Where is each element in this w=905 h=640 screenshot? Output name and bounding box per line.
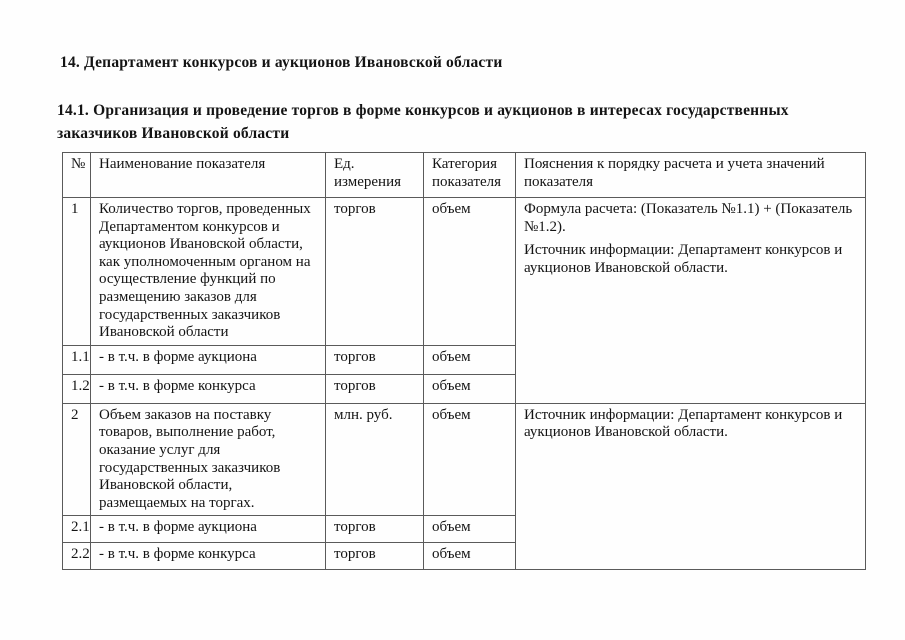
cell-unit: млн. руб.	[326, 403, 424, 516]
cell-category: объем	[424, 345, 516, 374]
cell-number: 1.1	[63, 345, 91, 374]
cell-number: 1.2	[63, 374, 91, 403]
cell-category: объем	[424, 198, 516, 346]
header-cell-category: Категория показателя	[424, 153, 516, 198]
header-cell-notes: Пояснения к порядку расчета и учета значений показателя	[516, 153, 866, 198]
cell-indicator-name: Количество торгов, проведенных Департаментом конкурсов и аукционов Ивановской области, как уполномоченным органом на осуществление функций по размещению заказов для государственных заказчиков Ивановской области	[91, 198, 326, 346]
cell-unit: торгов	[326, 345, 424, 374]
cell-number: 1	[63, 198, 91, 346]
table-row-2	[63, 403, 866, 516]
cell-unit: торгов	[326, 516, 424, 543]
cell-number: 2.1	[63, 516, 91, 543]
cell-unit: торгов	[326, 198, 424, 346]
header-cell-number: №	[63, 153, 91, 198]
table-row-1	[63, 198, 866, 346]
cell-category: объем	[424, 543, 516, 570]
cell-indicator-name: - в т.ч. в форме конкурса	[91, 543, 326, 570]
section-title: 14. Департамент конкурсов и аукционов Ивановской области	[60, 54, 503, 71]
cell-indicator-name: - в т.ч. в форме аукциона	[91, 345, 326, 374]
note-formula-text: Формула расчета: (Показатель №1.1) + (Показатель №1.2).	[524, 201, 853, 235]
note-source-text: Источник информации: Департамент конкурсов и аукционов Ивановской области.	[524, 406, 843, 441]
cell-category: объем	[424, 374, 516, 403]
indicators-table	[62, 152, 866, 570]
header-cell-indicator-name: Наименование показателя	[91, 153, 326, 198]
cell-indicator-name: - в т.ч. в форме аукциона	[91, 516, 326, 543]
cell-number: 2	[63, 403, 91, 516]
cell-unit: торгов	[326, 543, 424, 570]
cell-notes	[516, 198, 866, 404]
subsection-title: 14.1. Организация и проведение торгов в форме конкурсов и аукционов в интересах государственных заказчиков Ивановской области	[57, 102, 789, 142]
cell-notes	[516, 403, 866, 570]
cell-category: объем	[424, 403, 516, 516]
cell-unit: торгов	[326, 374, 424, 403]
cell-number: 2.2	[63, 543, 91, 570]
header-cell-unit: Ед. измерения	[326, 153, 424, 198]
cell-category: объем	[424, 516, 516, 543]
cell-indicator-name: Объем заказов на поставку товаров, выполнение работ, оказание услуг для государственных заказчиков Ивановской области, размещаемых на торгах.	[91, 403, 326, 516]
note-source-text: Источник информации: Департамент конкурсов и аукционов Ивановской области.	[524, 242, 843, 276]
table-header-row	[63, 153, 866, 198]
cell-indicator-name: - в т.ч. в форме конкурса	[91, 374, 326, 403]
